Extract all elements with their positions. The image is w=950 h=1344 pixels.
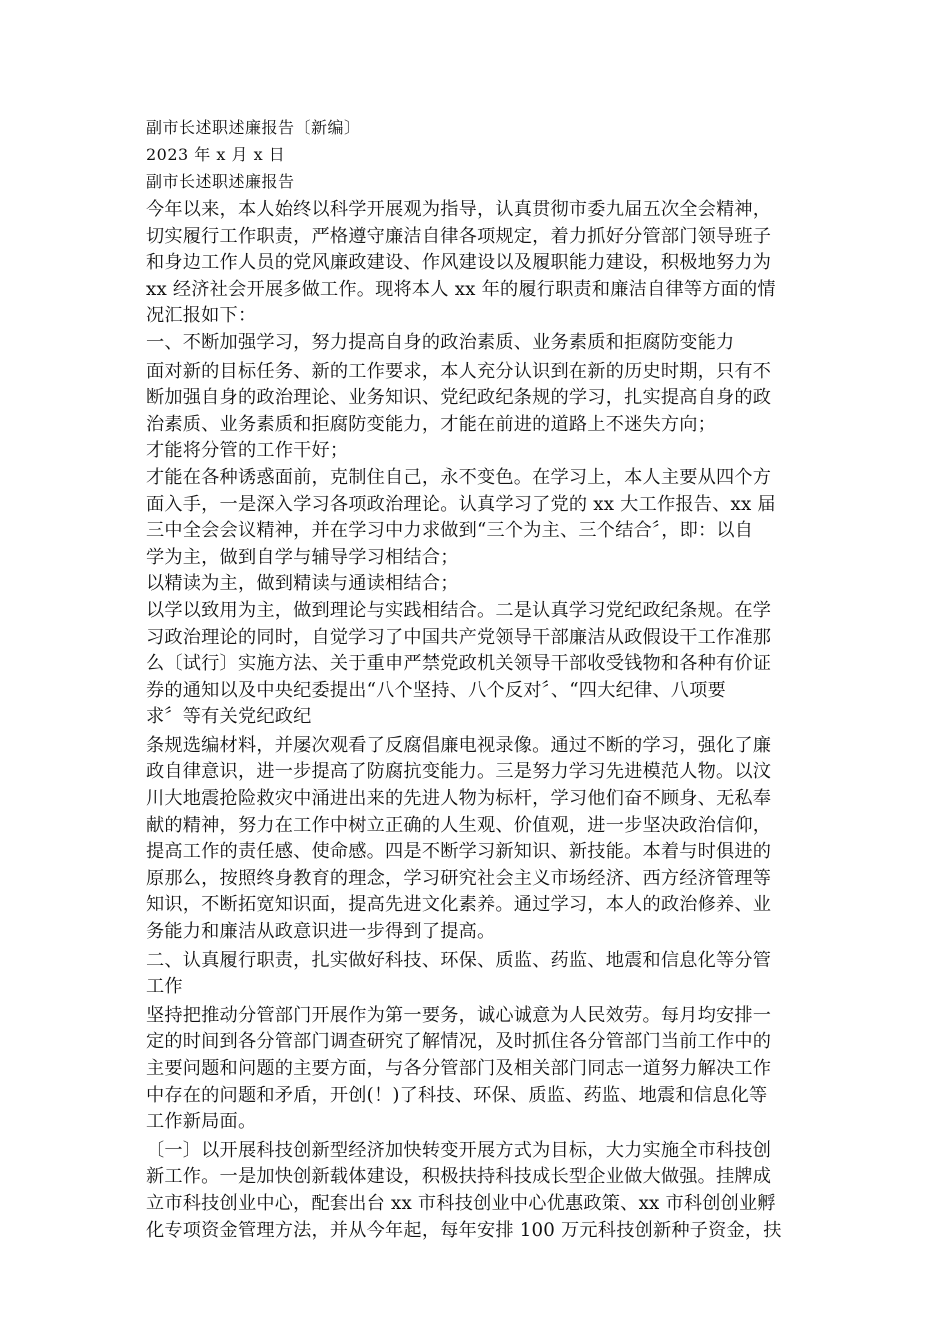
text-line: 才能在各种诱惑面前，克制住自己，永不变色。在学习上，本人主要从四个方	[146, 466, 772, 488]
text-line: 么〔试行〕实施方法、关于重申严禁党政机关领导干部收受钱物和各种有价证	[146, 653, 772, 675]
text-line: 务能力和廉洁从政意识进一步得到了提高。	[146, 921, 496, 943]
text-line: 面对新的目标任务、新的工作要求，本人充分认识到在新的历史时期，只有不	[146, 360, 772, 382]
text-line: 三中全会会议精神，并在学习中力求做到“三个为主、三个结合〞，即：以自	[146, 520, 754, 542]
text-line: 习政治理论的同时，自觉学习了中国共产党领导干部廉洁从政假设干工作准那	[146, 626, 772, 648]
section-heading: 工作	[146, 976, 183, 998]
text-line: 知识，不断拓宽知识面，提高先进文化素养。通过学习，本人的政治修养、业	[146, 894, 772, 916]
document-date: 2023 年 x 月 x 日	[146, 145, 286, 164]
text-line: 〔一〕以开展科技创新型经济加快转变开展方式为目标，大力实施全市科技创	[146, 1139, 772, 1161]
document-page	[146, 114, 806, 1244]
text-line: 面入手，一是深入学习各项政治理论。认真学习了党的 xx 大工作报告、xx 届	[146, 493, 776, 515]
text-line: 提高工作的责任感、使命感。四是不断学习新知识、新技能。本着与时俱进的	[146, 841, 772, 863]
text-line: 券的通知以及中央纪委提出“八个坚持、八个反对〞、“四大纪律、八项要	[146, 679, 726, 701]
text-line: 况汇报如下：	[146, 305, 257, 327]
text-line: 以学以致用为主，做到理论与实践相结合。二是认真学习党纪政纪条规。在学	[146, 599, 772, 621]
text-line: 主要问题和问题的主要方面，与各分管部门及相关部门同志一道努力解决工作	[146, 1058, 772, 1079]
text-line: 化专项资金管理方法，并从今年起，每年安排 100 万元科技创新种子资金，扶	[146, 1219, 782, 1241]
text-line: xx 经济社会开展多做工作。现将本人 xx 年的履行职责和廉洁自律等方面的情	[146, 278, 776, 300]
text-line: 才能将分管的工作干好；	[146, 440, 349, 462]
document-title: 副市长述职述廉报告〔新编〕	[146, 118, 361, 137]
text-line: 工作新局面。	[146, 1111, 257, 1133]
text-line: 和身边工作人员的党风廉政建设、作风建设以及履职能力建设，积极地努力为	[146, 252, 772, 274]
text-line: 切实履行工作职责，严格遵守廉洁自律各项规定，着力抓好分管部门领导班子	[146, 225, 772, 247]
text-line: 求〞等有关党纪政纪	[146, 706, 312, 728]
text-line: 以精读为主，做到精读与通读相结合；	[146, 573, 459, 595]
text-line: 中存在的问题和矛盾，开创(！)了科技、环保、质监、药监、地震和信息化等	[146, 1084, 768, 1106]
text-line: 原那么，按照终身教育的理念，学习研究社会主义市场经济、西方经济管理等	[146, 867, 772, 889]
document-subtitle: 副市长述职述廉报告	[146, 172, 295, 191]
text-line: 定的时间到各分管部门调查研究了解情况，及时抓住各分管部门当前工作中的	[146, 1031, 772, 1053]
text-line: 今年以来，本人始终以科学开展观为指导，认真贯彻市委九届五次全会精神，	[146, 199, 772, 220]
text-line: 条规选编材料，并屡次观看了反腐倡廉电视录像。通过不断的学习，强化了廉	[146, 734, 772, 756]
text-line: 献的精神，努力在工作中树立正确的人生观、价值观，进一步坚决政治信仰，	[146, 814, 772, 836]
text-line: 治素质、业务素质和拒腐防变能力，才能在前进的道路上不迷失方向；	[146, 413, 717, 435]
text-line: 新工作。一是加快创新载体建设，积极扶持科技成长型企业做大做强。挂牌成	[146, 1166, 772, 1188]
text-line: 立市科技创业中心，配套出台 xx 市科技创业中心优惠政策、xx 市科创创业孵	[146, 1192, 776, 1214]
section-heading: 二、认真履行职责，扎实做好科技、环保、质监、药监、地震和信息化等分管	[146, 949, 772, 971]
text-line: 学为主，做到自学与辅导学习相结合；	[146, 546, 459, 568]
text-line: 坚持把推动分管部门开展作为第一要务，诚心诚意为人民效劳。每月均安排一	[146, 1004, 772, 1026]
text-line: 断加强自身的政治理论、业务知识、党纪政纪条规的学习，扎实提高自身的政	[146, 387, 772, 409]
text-line: 川大地震抢险救灾中涌进出来的先进人物为标杆，学习他们奋不顾身、无私奉	[146, 788, 772, 810]
section-heading: 一、不断加强学习，努力提高自身的政治素质、业务素质和拒腐防变能力	[146, 331, 735, 353]
text-line: 政自律意识，进一步提高了防腐抗变能力。三是努力学习先进模范人物。以汶	[146, 761, 772, 783]
